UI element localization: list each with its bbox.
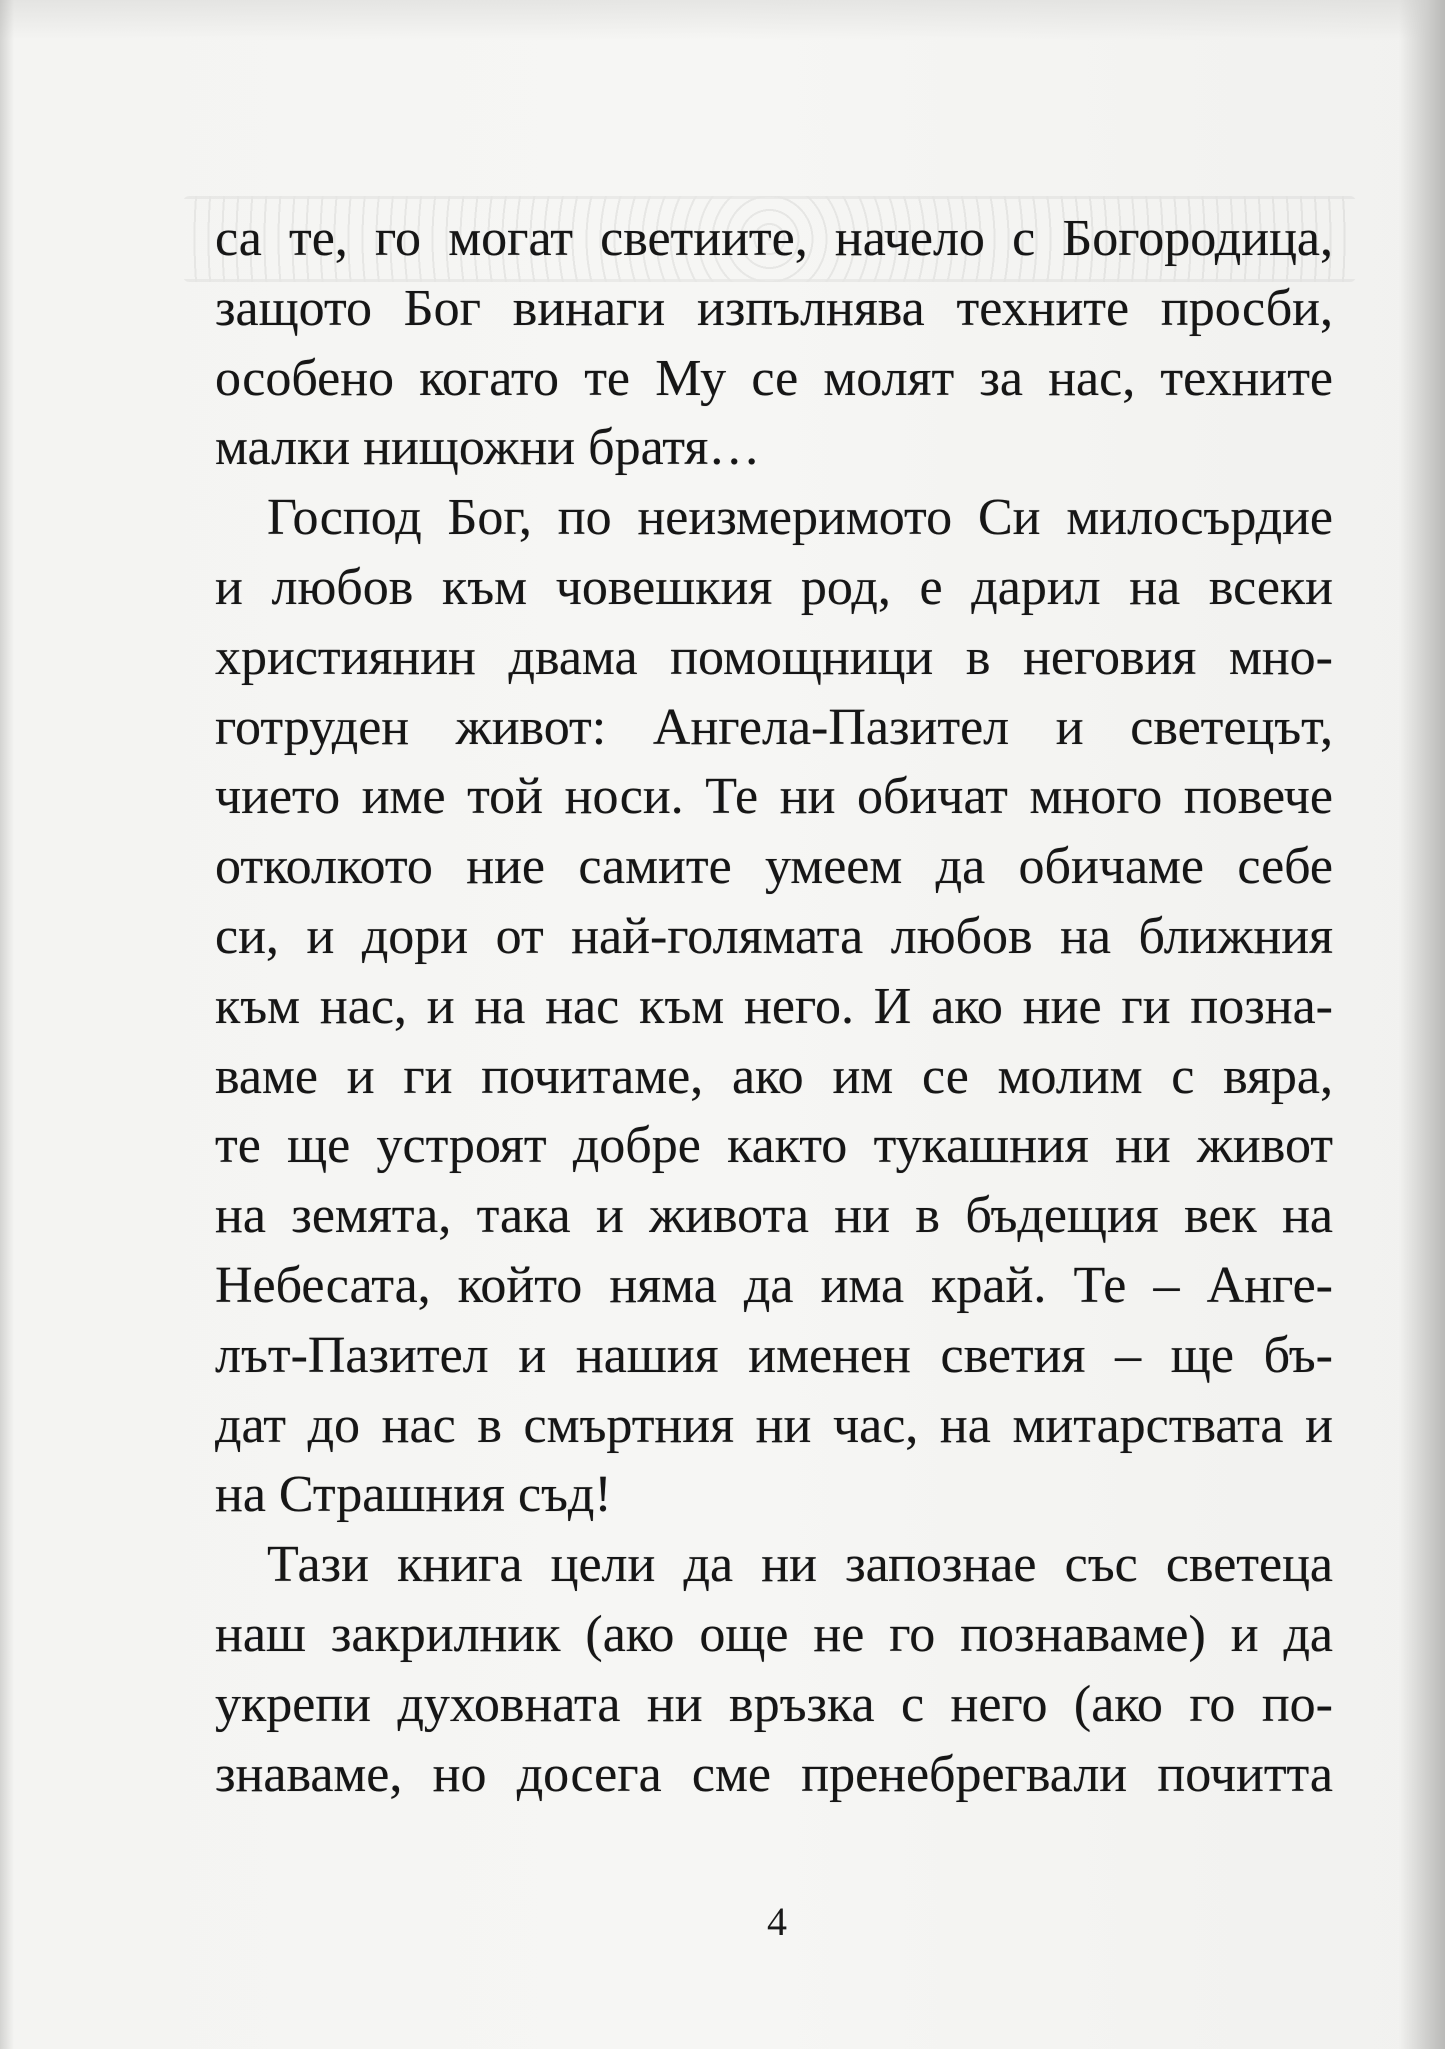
text-line: към нас, и на нас към него. И ако ние ги позна- [215,977,1333,1035]
page-edge-shadow-left [0,0,14,2049]
page-edge-shadow-right [1399,0,1445,2049]
text-line: на земята, така и живота ни в бъдещия век на [215,1187,1333,1245]
paragraph [215,483,1333,1530]
text-line: и любов към човешкия род, е дарил на всеки [215,558,1333,616]
text-line: наш закрилник (ако още не го познаваме) и да [215,1605,1333,1663]
paragraph [215,204,1333,483]
paragraph [215,1530,1333,1809]
text-line: християнин двама помощници в неговия мно- [215,628,1333,686]
text-line: готруден живот: Ангела-Пазител и светецът, [215,698,1333,756]
text-line: знаваме, но досега сме пренебрегвали почитта [215,1745,1333,1803]
text-line: са те, го могат светиите, начело с Богородица, [215,210,1333,267]
text-line: си, и дори от най-голямата любов на ближния [215,907,1333,965]
text-line: отколкото ние самите умеем да обичаме себе [215,838,1333,896]
text-line: Тази книга цели да ни запознае със светеца [267,1536,1333,1594]
text-line: Небесата, който няма да има край. Те – Анге- [215,1256,1333,1314]
text-line: на Страшния съд! [215,1466,612,1524]
text-line: лът-Пазител и нашия именен светия – ще бъ- [215,1326,1333,1384]
text-line: дат до нас в смъртния ни час, на митарствата и [215,1396,1333,1454]
text-line: чието име той носи. Те ни обичат много повече [215,768,1333,826]
text-line: укрепи духовната ни връзка с него (ако го по- [215,1675,1333,1733]
page-number: 4 [767,1899,787,1944]
text-line: те ще устроят добре както тукашния ни живот [215,1117,1333,1175]
text-line: малки нищожни братя… [215,419,761,477]
text-line: особено когато те Му се молят за нас, техните [215,349,1333,407]
body-text [215,204,1333,1809]
text-line: ваме и ги почитаме, ако им се молим с вяра, [215,1047,1333,1105]
text-line: Господ Бог, по неизмеримото Си милосърдие [267,489,1333,547]
text-line: защото Бог винаги изпълнява техните просби, [215,279,1333,337]
